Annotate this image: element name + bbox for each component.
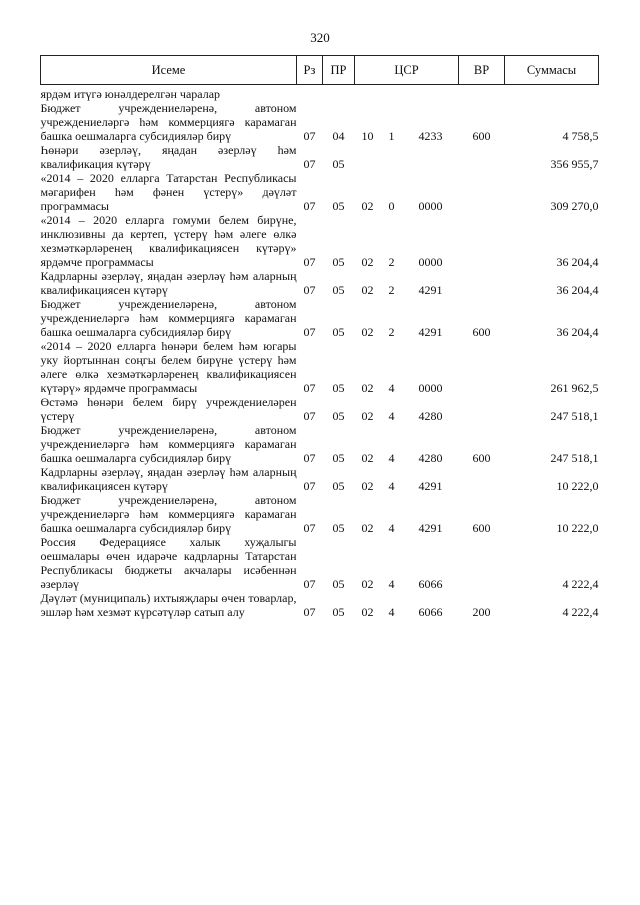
cell-sum: 10 222,0 <box>556 479 599 493</box>
cell-c2: 2 <box>388 283 395 297</box>
cell-sum: 36 204,4 <box>556 283 599 297</box>
cell-name: «2014 – 2020 елларга һөнәри белем һәм югары уку йортыннан соңгы белем бирүне үстерү һәм әлеге өлкә хезмәткәрләренең квалификациясен күтәрү» ярдәмче программасы <box>40 339 297 395</box>
table-row <box>41 535 599 591</box>
cell-pr: 05 <box>332 255 345 269</box>
cell-sum: 4 222,4 <box>562 605 599 619</box>
cell-name: Дәүләт (муниципаль) ихтыяҗлары өчен товарлар, эшләр һәм хезмәт күрсәтүләр сатып алу <box>40 591 297 619</box>
header-vr: ВР <box>459 56 505 85</box>
cell-vr: 600 <box>472 325 491 339</box>
cell-name: Бюджет учреждениеләренә, автоном учреждениеләргә һәм коммерциягә карамаган башка оешмаларга субсидияләр бирү <box>40 101 297 143</box>
cell-c1: 10 <box>361 129 374 143</box>
cell-rz: 07 <box>303 325 316 339</box>
cell-vr <box>459 339 505 395</box>
cell-c3: 4291 <box>418 521 443 535</box>
cell-pr: 05 <box>332 283 345 297</box>
cell-c1: 02 <box>361 283 374 297</box>
cell-c1 <box>355 143 381 171</box>
cell-name: ярдәм итүгә юнәлдерелгән чаралар <box>40 87 221 101</box>
cell-rz: 07 <box>303 199 316 213</box>
cell-rz: 07 <box>303 283 316 297</box>
cell-vr <box>459 535 505 591</box>
cell-rz <box>297 85 323 102</box>
table-row <box>41 85 599 102</box>
table-row <box>41 269 599 297</box>
budget-table <box>40 55 599 619</box>
cell-c2: 4 <box>388 521 395 535</box>
cell-c1: 02 <box>361 479 374 493</box>
cell-c3 <box>403 85 459 102</box>
cell-vr: 600 <box>472 451 491 465</box>
cell-c1: 02 <box>361 451 374 465</box>
cell-name: «2014 – 2020 елларга гомуми белем бирүне, инклюзивны да кертеп, үстерү һәм әлеге өлкә хезмәткәрләренең квалификациясен күтәрү» ярдәмче программасы <box>40 213 297 269</box>
cell-sum: 247 518,1 <box>550 409 599 423</box>
header-pr: ПР <box>323 56 355 85</box>
header-sum: Суммасы <box>505 56 599 85</box>
cell-c2: 4 <box>388 381 395 395</box>
cell-name: Бюджет учреждениеләренә, автоном учреждениеләргә һәм коммерциягә карамаган башка оешмаларга субсидияләр бирү <box>40 493 297 535</box>
cell-sum: 4 758,5 <box>562 129 599 143</box>
table-row <box>41 143 599 171</box>
cell-rz: 07 <box>303 255 316 269</box>
cell-c1 <box>355 85 381 102</box>
cell-c1: 02 <box>361 521 374 535</box>
cell-pr <box>323 85 355 102</box>
cell-vr <box>459 269 505 297</box>
cell-pr: 05 <box>332 577 345 591</box>
cell-sum: 309 270,0 <box>550 199 599 213</box>
cell-c3: 4291 <box>418 325 443 339</box>
header-csr: ЦСР <box>355 56 459 85</box>
cell-c3: 0000 <box>418 255 443 269</box>
table-header <box>41 56 599 85</box>
cell-rz: 07 <box>303 451 316 465</box>
page-number: 320 <box>310 30 330 45</box>
cell-vr <box>459 143 505 171</box>
table-row <box>41 297 599 339</box>
cell-c3: 4280 <box>418 451 443 465</box>
cell-c3: 4233 <box>418 129 443 143</box>
cell-rz: 07 <box>303 381 316 395</box>
cell-pr: 04 <box>332 129 345 143</box>
cell-pr: 05 <box>332 199 345 213</box>
cell-c2 <box>381 85 403 102</box>
cell-c1: 02 <box>361 409 374 423</box>
cell-pr: 05 <box>332 605 345 619</box>
table-row <box>41 465 599 493</box>
cell-rz: 07 <box>303 577 316 591</box>
cell-c3: 6066 <box>418 605 443 619</box>
cell-vr: 200 <box>472 605 491 619</box>
cell-pr: 05 <box>332 479 345 493</box>
cell-c1: 02 <box>361 199 374 213</box>
cell-pr: 05 <box>332 381 345 395</box>
table-row <box>41 339 599 395</box>
cell-c2: 4 <box>388 409 395 423</box>
cell-c1: 02 <box>361 325 374 339</box>
cell-vr: 600 <box>472 129 491 143</box>
cell-c2: 2 <box>388 255 395 269</box>
cell-sum: 36 204,4 <box>556 325 599 339</box>
cell-c3: 4291 <box>418 283 443 297</box>
cell-c1: 02 <box>361 577 374 591</box>
table-row <box>41 171 599 213</box>
table-body <box>41 85 599 620</box>
cell-name: Кадрларны әзерләү, яңадан әзерләү һәм аларның квалификациясен күтәрү <box>40 269 297 297</box>
cell-c2: 4 <box>388 451 395 465</box>
cell-c2: 4 <box>388 479 395 493</box>
cell-c3: 0000 <box>418 381 443 395</box>
cell-vr <box>459 171 505 213</box>
cell-c2: 1 <box>388 129 395 143</box>
cell-name: Бюджет учреждениеләренә, автоном учреждениеләргә һәм коммерциягә карамаган башка оешмаларга субсидияләр бирү <box>40 423 297 465</box>
cell-sum: 261 962,5 <box>550 381 599 395</box>
cell-c3: 4291 <box>418 479 443 493</box>
cell-name: Кадрларны әзерләү, яңадан әзерләү һәм аларның квалификациясен күтәрү <box>40 465 297 493</box>
cell-rz: 07 <box>303 157 316 171</box>
cell-name: Һөнәри әзерләү, яңадан әзерләү һәм квалификация күтәрү <box>40 143 297 171</box>
cell-sum: 10 222,0 <box>556 521 599 535</box>
cell-c3: 4280 <box>418 409 443 423</box>
cell-c1: 02 <box>361 605 374 619</box>
cell-rz: 07 <box>303 409 316 423</box>
cell-c2: 4 <box>388 605 395 619</box>
table-row <box>41 395 599 423</box>
cell-name: Бюджет учреждениеләренә, автоном учреждениеләргә һәм коммерциягә карамаган башка оешмаларга субсидияләр бирү <box>40 297 297 339</box>
table-row <box>41 101 599 143</box>
header-name: Исеме <box>41 56 297 85</box>
cell-sum: 356 955,7 <box>550 157 599 171</box>
cell-c3 <box>403 143 459 171</box>
cell-sum: 247 518,1 <box>550 451 599 465</box>
table-row <box>41 591 599 619</box>
cell-c2: 2 <box>388 325 395 339</box>
cell-sum: 36 204,4 <box>556 255 599 269</box>
cell-pr: 05 <box>332 451 345 465</box>
cell-sum: 4 222,4 <box>562 577 599 591</box>
cell-rz: 07 <box>303 479 316 493</box>
table-row <box>41 493 599 535</box>
cell-c2 <box>381 143 403 171</box>
cell-vr <box>459 465 505 493</box>
cell-vr <box>459 85 505 102</box>
cell-c1: 02 <box>361 255 374 269</box>
cell-rz: 07 <box>303 129 316 143</box>
cell-vr <box>459 395 505 423</box>
cell-pr: 05 <box>332 157 345 171</box>
cell-rz: 07 <box>303 605 316 619</box>
cell-pr: 05 <box>332 521 345 535</box>
cell-c3: 6066 <box>418 577 443 591</box>
cell-name: «2014 – 2020 елларга Татарстан Республикасы мәгарифен һәм фәнен үстерү» дәүләт программасы <box>40 171 297 213</box>
cell-pr: 05 <box>332 325 345 339</box>
cell-pr: 05 <box>332 409 345 423</box>
table-row <box>41 423 599 465</box>
cell-c1: 02 <box>361 381 374 395</box>
cell-c2: 4 <box>388 577 395 591</box>
cell-c2: 0 <box>388 199 395 213</box>
cell-vr <box>459 213 505 269</box>
cell-name: Өстәмә һөнәри белем бирү учреждениеләрен үстерү <box>40 395 297 423</box>
cell-rz: 07 <box>303 521 316 535</box>
header-rz: Рз <box>297 56 323 85</box>
table-row <box>41 213 599 269</box>
cell-sum <box>505 85 599 102</box>
cell-c3: 0000 <box>418 199 443 213</box>
cell-vr: 600 <box>472 521 491 535</box>
cell-name: Россия Федерациясе халык хуҗалыгы оешмалары өчен идарәче кадрларны Татарстан Республикасы бюджеты акчалары исәбеннән әзерләү <box>40 535 297 591</box>
